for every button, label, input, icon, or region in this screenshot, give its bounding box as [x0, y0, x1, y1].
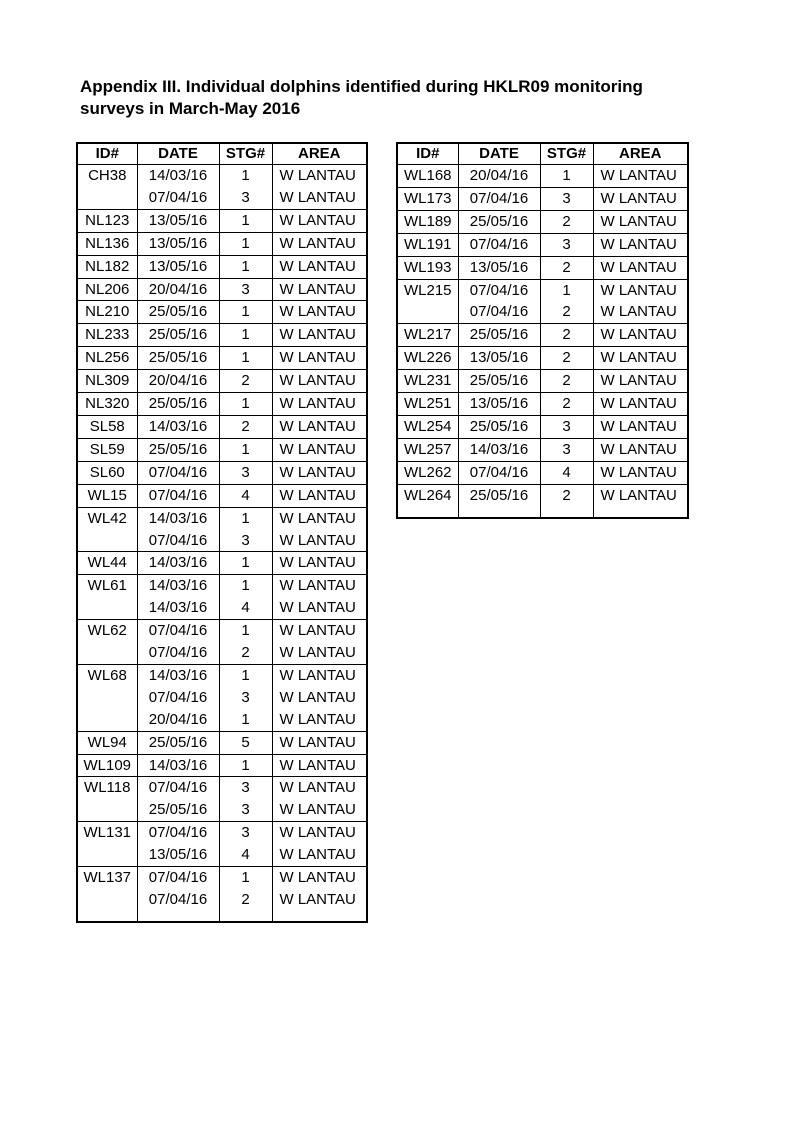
cell-stg: 1 — [219, 209, 272, 232]
cell-stg: 3 — [219, 777, 272, 799]
cell-id: WL264 — [397, 484, 458, 506]
cell-stg: 2 — [540, 256, 593, 279]
cell-stg: 1 — [219, 393, 272, 416]
table-row — [77, 461, 367, 484]
cell-id — [77, 844, 137, 866]
cell-date: 07/04/16 — [137, 484, 219, 507]
column-header-area: AREA — [593, 143, 688, 165]
cell-area: W LANTAU — [272, 209, 367, 232]
table-row — [397, 187, 688, 210]
cell-stg: 3 — [219, 461, 272, 484]
cell-stg: 3 — [219, 278, 272, 301]
cell-area: W LANTAU — [272, 799, 367, 821]
cell-area: W LANTAU — [272, 347, 367, 370]
cell-date: 13/05/16 — [458, 256, 540, 279]
table-row — [77, 415, 367, 438]
table-row — [77, 575, 367, 597]
column-header-id: ID# — [77, 143, 137, 165]
cell-stg: 4 — [219, 597, 272, 619]
cell-area: W LANTAU — [272, 255, 367, 278]
cell-area: W LANTAU — [272, 664, 367, 686]
cell-id: NL123 — [77, 209, 137, 232]
table-row — [77, 301, 367, 324]
cell-date: 25/05/16 — [137, 799, 219, 821]
empty-cell — [77, 911, 137, 922]
cell-date: 14/03/16 — [137, 664, 219, 686]
empty-cell — [137, 911, 219, 922]
cell-date: 14/03/16 — [137, 754, 219, 777]
cell-id: NL210 — [77, 301, 137, 324]
table-row — [77, 232, 367, 255]
table-row — [77, 209, 367, 232]
page-title — [80, 76, 720, 120]
cell-area: W LANTAU — [272, 754, 367, 777]
cell-id: WL217 — [397, 324, 458, 347]
cell-id: NL256 — [77, 347, 137, 370]
cell-stg: 3 — [540, 187, 593, 210]
table-row — [77, 484, 367, 507]
cell-date: 25/05/16 — [137, 393, 219, 416]
cell-date: 13/05/16 — [137, 844, 219, 866]
empty-cell — [593, 507, 688, 518]
cell-date: 07/04/16 — [137, 777, 219, 799]
cell-area: W LANTAU — [593, 279, 688, 301]
table-row — [77, 530, 367, 552]
cell-date: 25/05/16 — [137, 301, 219, 324]
cell-area: W LANTAU — [272, 370, 367, 393]
cell-stg: 3 — [219, 187, 272, 209]
cell-area: W LANTAU — [272, 324, 367, 347]
cell-date: 25/05/16 — [458, 210, 540, 233]
table-row — [77, 393, 367, 416]
cell-area: W LANTAU — [272, 620, 367, 642]
cell-area: W LANTAU — [272, 687, 367, 709]
cell-id: WL226 — [397, 347, 458, 370]
empty-cell — [458, 507, 540, 518]
cell-id: WL262 — [397, 461, 458, 484]
cell-date: 07/04/16 — [137, 642, 219, 664]
table-row — [77, 844, 367, 866]
title-line-2: surveys in March-May 2016 — [80, 99, 301, 118]
table-row — [77, 664, 367, 686]
cell-area: W LANTAU — [272, 507, 367, 529]
cell-stg: 1 — [219, 165, 272, 187]
table-row — [77, 324, 367, 347]
cell-id: WL44 — [77, 552, 137, 575]
cell-date: 07/04/16 — [458, 279, 540, 301]
table-row — [77, 187, 367, 209]
cell-area: W LANTAU — [272, 187, 367, 209]
cell-area: W LANTAU — [593, 438, 688, 461]
cell-area: W LANTAU — [593, 393, 688, 416]
cell-id — [77, 642, 137, 664]
cell-stg: 2 — [540, 393, 593, 416]
cell-area: W LANTAU — [593, 233, 688, 256]
cell-id: WL15 — [77, 484, 137, 507]
cell-stg: 1 — [219, 507, 272, 529]
cell-date: 14/03/16 — [137, 597, 219, 619]
table-row — [397, 393, 688, 416]
cell-id: SL59 — [77, 438, 137, 461]
cell-id: WL109 — [77, 754, 137, 777]
cell-area: W LANTAU — [272, 822, 367, 844]
empty-cell — [219, 911, 272, 922]
cell-stg: 4 — [219, 484, 272, 507]
cell-id: WL191 — [397, 233, 458, 256]
cell-id: WL231 — [397, 370, 458, 393]
table-row — [77, 278, 367, 301]
table-row — [77, 777, 367, 799]
cell-date: 25/05/16 — [458, 324, 540, 347]
table-header-row — [397, 143, 688, 165]
cell-stg: 1 — [219, 347, 272, 370]
cell-stg: 1 — [219, 301, 272, 324]
cell-id — [77, 889, 137, 911]
cell-area: W LANTAU — [272, 844, 367, 866]
table-row — [397, 256, 688, 279]
cell-date: 20/04/16 — [458, 165, 540, 188]
cell-date: 07/04/16 — [137, 530, 219, 552]
cell-date: 07/04/16 — [137, 187, 219, 209]
cell-date: 14/03/16 — [137, 575, 219, 597]
cell-date: 20/04/16 — [137, 370, 219, 393]
cell-id: SL58 — [77, 415, 137, 438]
cell-stg: 2 — [540, 324, 593, 347]
table-row — [397, 279, 688, 301]
cell-stg: 1 — [219, 438, 272, 461]
cell-stg: 1 — [219, 664, 272, 686]
cell-stg: 4 — [540, 461, 593, 484]
cell-id: WL131 — [77, 822, 137, 844]
cell-id: WL254 — [397, 415, 458, 438]
cell-date: 13/05/16 — [137, 255, 219, 278]
cell-area: W LANTAU — [272, 301, 367, 324]
cell-stg: 3 — [540, 438, 593, 461]
cell-area: W LANTAU — [593, 187, 688, 210]
cell-date: 25/05/16 — [137, 731, 219, 754]
cell-stg: 2 — [219, 889, 272, 911]
cell-id: NL136 — [77, 232, 137, 255]
cell-date: 13/05/16 — [458, 347, 540, 370]
cell-id — [397, 301, 458, 323]
dolphin-table-left — [76, 142, 368, 923]
cell-id: WL62 — [77, 620, 137, 642]
cell-stg: 5 — [219, 731, 272, 754]
cell-id — [77, 187, 137, 209]
cell-id — [77, 799, 137, 821]
table-spacer-row — [77, 911, 367, 922]
column-header-id: ID# — [397, 143, 458, 165]
table-spacer-row — [397, 507, 688, 518]
cell-area: W LANTAU — [593, 347, 688, 370]
cell-area: W LANTAU — [593, 324, 688, 347]
cell-date: 13/05/16 — [137, 232, 219, 255]
cell-stg: 3 — [219, 530, 272, 552]
cell-stg: 2 — [540, 347, 593, 370]
table-row — [397, 301, 688, 323]
cell-area: W LANTAU — [272, 484, 367, 507]
cell-area: W LANTAU — [272, 597, 367, 619]
cell-stg: 1 — [219, 754, 272, 777]
cell-date: 25/05/16 — [137, 347, 219, 370]
cell-area: W LANTAU — [272, 552, 367, 575]
cell-id: WL215 — [397, 279, 458, 301]
cell-date: 07/04/16 — [137, 889, 219, 911]
cell-area: W LANTAU — [272, 777, 367, 799]
cell-area: W LANTAU — [272, 867, 367, 889]
cell-stg: 1 — [219, 709, 272, 731]
cell-id: NL309 — [77, 370, 137, 393]
cell-date: 25/05/16 — [137, 438, 219, 461]
cell-area: W LANTAU — [272, 438, 367, 461]
cell-date: 25/05/16 — [458, 415, 540, 438]
cell-stg: 2 — [540, 484, 593, 506]
cell-date: 20/04/16 — [137, 278, 219, 301]
cell-date: 14/03/16 — [458, 438, 540, 461]
cell-stg: 1 — [219, 232, 272, 255]
cell-area: W LANTAU — [593, 210, 688, 233]
table-row — [77, 597, 367, 619]
cell-date: 07/04/16 — [137, 867, 219, 889]
table-row — [77, 889, 367, 911]
cell-id: WL42 — [77, 507, 137, 529]
cell-id: NL182 — [77, 255, 137, 278]
cell-stg: 2 — [219, 415, 272, 438]
table-row — [77, 822, 367, 844]
cell-id: WL257 — [397, 438, 458, 461]
table-row — [397, 484, 688, 506]
cell-stg: 1 — [219, 575, 272, 597]
cell-id — [77, 597, 137, 619]
cell-stg: 2 — [540, 370, 593, 393]
cell-date: 13/05/16 — [458, 393, 540, 416]
table-row — [77, 754, 367, 777]
cell-id: WL251 — [397, 393, 458, 416]
cell-stg: 2 — [219, 642, 272, 664]
cell-date: 07/04/16 — [458, 461, 540, 484]
cell-date: 14/03/16 — [137, 552, 219, 575]
cell-area: W LANTAU — [272, 278, 367, 301]
cell-area: W LANTAU — [593, 484, 688, 506]
table-row — [77, 165, 367, 187]
cell-date: 13/05/16 — [137, 209, 219, 232]
table-header-row — [77, 143, 367, 165]
column-header-stg: STG# — [219, 143, 272, 165]
cell-stg: 1 — [540, 279, 593, 301]
cell-id: NL206 — [77, 278, 137, 301]
cell-area: W LANTAU — [272, 709, 367, 731]
table-row — [77, 709, 367, 731]
cell-stg: 1 — [540, 165, 593, 188]
cell-area: W LANTAU — [593, 415, 688, 438]
cell-stg: 2 — [540, 210, 593, 233]
cell-date: 25/05/16 — [458, 484, 540, 506]
table-row — [77, 370, 367, 393]
column-header-date: DATE — [458, 143, 540, 165]
cell-id — [77, 530, 137, 552]
cell-stg: 3 — [219, 687, 272, 709]
cell-area: W LANTAU — [272, 889, 367, 911]
table-row — [77, 620, 367, 642]
cell-area: W LANTAU — [272, 575, 367, 597]
cell-date: 07/04/16 — [458, 187, 540, 210]
cell-stg: 3 — [219, 799, 272, 821]
empty-cell — [540, 507, 593, 518]
table-row — [77, 731, 367, 754]
table-row — [397, 210, 688, 233]
cell-date: 07/04/16 — [137, 687, 219, 709]
cell-stg: 1 — [219, 552, 272, 575]
cell-area: W LANTAU — [272, 642, 367, 664]
cell-stg: 3 — [219, 822, 272, 844]
cell-date: 20/04/16 — [137, 709, 219, 731]
cell-date: 25/05/16 — [458, 370, 540, 393]
cell-stg: 1 — [219, 324, 272, 347]
table-row — [397, 165, 688, 188]
cell-id: NL320 — [77, 393, 137, 416]
table-row — [77, 255, 367, 278]
cell-date: 07/04/16 — [458, 233, 540, 256]
table-row — [77, 507, 367, 529]
cell-date: 07/04/16 — [137, 620, 219, 642]
cell-area: W LANTAU — [272, 232, 367, 255]
cell-date: 07/04/16 — [137, 822, 219, 844]
table-row — [77, 867, 367, 889]
cell-area: W LANTAU — [593, 370, 688, 393]
cell-area: W LANTAU — [272, 165, 367, 187]
column-header-area: AREA — [272, 143, 367, 165]
table-row — [397, 233, 688, 256]
cell-area: W LANTAU — [593, 165, 688, 188]
table-row — [77, 642, 367, 664]
table-row — [397, 415, 688, 438]
cell-date: 14/03/16 — [137, 165, 219, 187]
cell-stg: 1 — [219, 867, 272, 889]
cell-date: 14/03/16 — [137, 415, 219, 438]
dolphin-table-right — [396, 142, 689, 519]
table-row — [77, 799, 367, 821]
column-header-date: DATE — [137, 143, 219, 165]
cell-area: W LANTAU — [272, 393, 367, 416]
cell-stg: 2 — [540, 301, 593, 323]
cell-id: WL68 — [77, 664, 137, 686]
cell-id: WL94 — [77, 731, 137, 754]
cell-id — [77, 709, 137, 731]
cell-area: W LANTAU — [272, 530, 367, 552]
empty-cell — [397, 507, 458, 518]
table-row — [397, 438, 688, 461]
cell-date: 14/03/16 — [137, 507, 219, 529]
table-row — [77, 347, 367, 370]
table-row — [77, 438, 367, 461]
table-row — [397, 324, 688, 347]
column-header-stg: STG# — [540, 143, 593, 165]
cell-id — [77, 687, 137, 709]
cell-area: W LANTAU — [272, 415, 367, 438]
cell-area: W LANTAU — [593, 301, 688, 323]
cell-id: WL189 — [397, 210, 458, 233]
cell-stg: 3 — [540, 415, 593, 438]
cell-date: 07/04/16 — [458, 301, 540, 323]
cell-id: NL233 — [77, 324, 137, 347]
cell-area: W LANTAU — [593, 461, 688, 484]
empty-cell — [272, 911, 367, 922]
cell-id: WL168 — [397, 165, 458, 188]
table-row — [397, 461, 688, 484]
cell-stg: 2 — [219, 370, 272, 393]
table-row — [77, 687, 367, 709]
cell-stg: 3 — [540, 233, 593, 256]
cell-id: WL137 — [77, 867, 137, 889]
cell-date: 25/05/16 — [137, 324, 219, 347]
cell-id: SL60 — [77, 461, 137, 484]
cell-stg: 4 — [219, 844, 272, 866]
cell-id: WL193 — [397, 256, 458, 279]
title-line-1: Appendix III. Individual dolphins identified during HKLR09 monitoring — [80, 77, 643, 96]
cell-area: W LANTAU — [593, 256, 688, 279]
table-row — [397, 370, 688, 393]
cell-area: W LANTAU — [272, 461, 367, 484]
table-row — [77, 552, 367, 575]
cell-date: 07/04/16 — [137, 461, 219, 484]
cell-id: WL118 — [77, 777, 137, 799]
cell-stg: 1 — [219, 620, 272, 642]
cell-stg: 1 — [219, 255, 272, 278]
cell-area: W LANTAU — [272, 731, 367, 754]
cell-id: CH38 — [77, 165, 137, 187]
table-row — [397, 347, 688, 370]
cell-id: WL61 — [77, 575, 137, 597]
cell-id: WL173 — [397, 187, 458, 210]
